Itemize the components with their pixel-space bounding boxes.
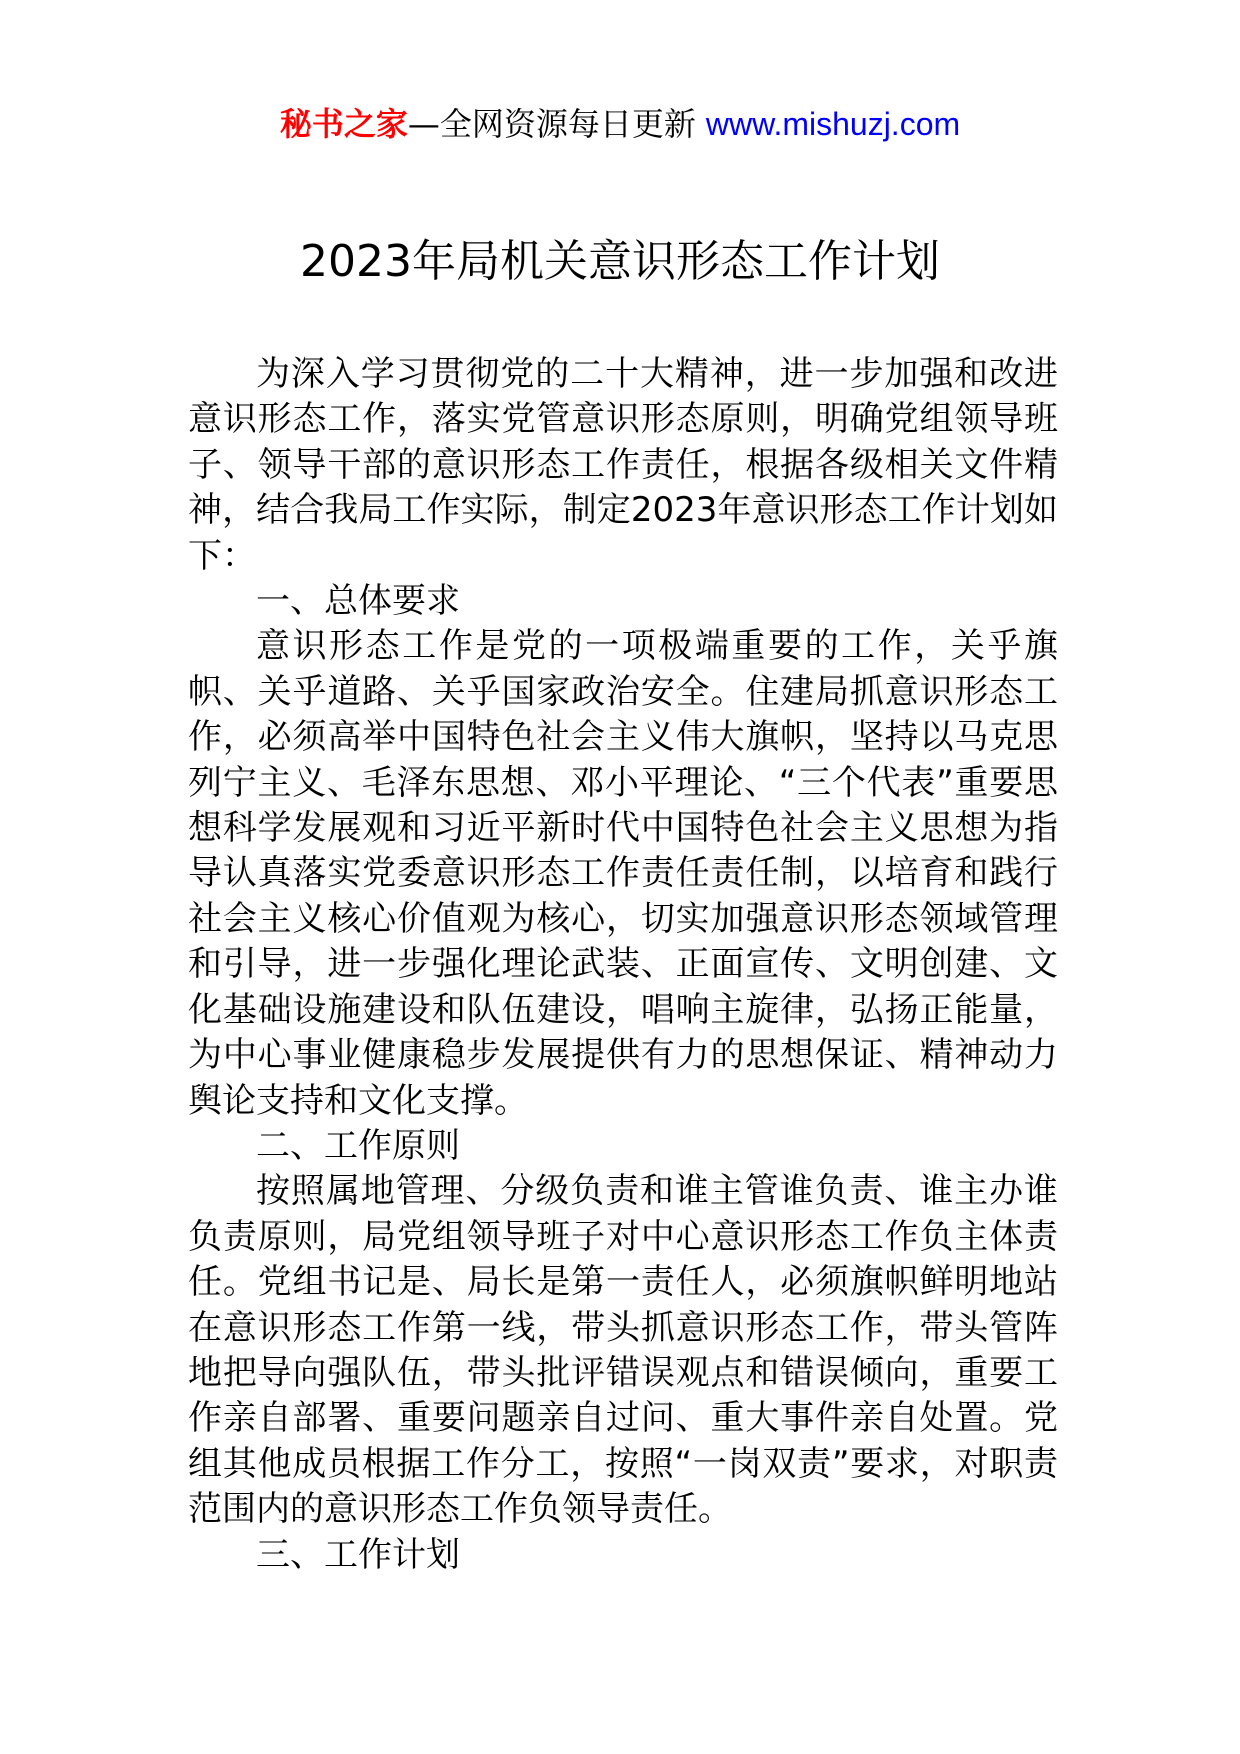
section-2-paragraph: 按照属地管理、分级负责和谁主管谁负责、谁主办谁负责原则，局党组领导班子对中心意识形态工作负主体责任。党组书记是、局长是第一责任人，必须旗帜鲜明地站在意识形态工作第一线，带头抓意识形态工作，带头管阵地把导向强队伍，带头批评错误观点和错误倾向，重要工作亲自部署、重要问题亲自过问、重大事件亲自处置。党组其他成员根据工作分工，按照“一岗双责”要求，对职责范围内的意识形态工作负领导责任。 [188, 1171, 1058, 1530]
watermark-header [0, 102, 1240, 146]
intro-paragraph: 为深入学习贯彻党的二十大精神，进一步加强和改进意识形态工作，落实党管意识形态原则，明确党组领导班子、领导干部的意识形态工作责任，根据各级相关文件精神，结合我局工作实际，制定2023年意识形态工作计划如下： [188, 354, 1058, 576]
document-title: 2023年局机关意识形态工作计划 [300, 236, 940, 287]
section-1-paragraph: 意识形态工作是党的一项极端重要的工作，关乎旗帜、关乎道路、关乎国家政治安全。住建局抓意识形态工作，必须高举中国特色社会主义伟大旗帜，坚持以马克思列宁主义、毛泽东思想、邓小平理论、“三个代表”重要思想科学发展观和习近平新时代中国特色社会主义思想为指导认真落实党委意识形态工作责任责任制，以培育和践行社会主义核心价值观为核心，切实加强意识形态领域管理和引导，进一步强化理论武装、正面宣传、文明创建、文化基础设施建设和队伍建设，唱响主旋律，弘扬正能量，为中心事业健康稳步发展提供有力的思想保证、精神动力舆论支持和文化支撑。 [188, 626, 1058, 1121]
header-tagline: —全网资源每日更新 [407, 105, 696, 143]
document-body [188, 352, 1058, 1578]
section-heading-3: 三、工作计划 [256, 1534, 460, 1575]
section-heading-2: 二、工作原则 [256, 1125, 460, 1166]
brand-name: 秘书之家 [279, 105, 408, 143]
header-url-link[interactable]: www.mishuzj.com [705, 106, 961, 142]
section-heading-1: 一、总体要求 [256, 581, 460, 622]
